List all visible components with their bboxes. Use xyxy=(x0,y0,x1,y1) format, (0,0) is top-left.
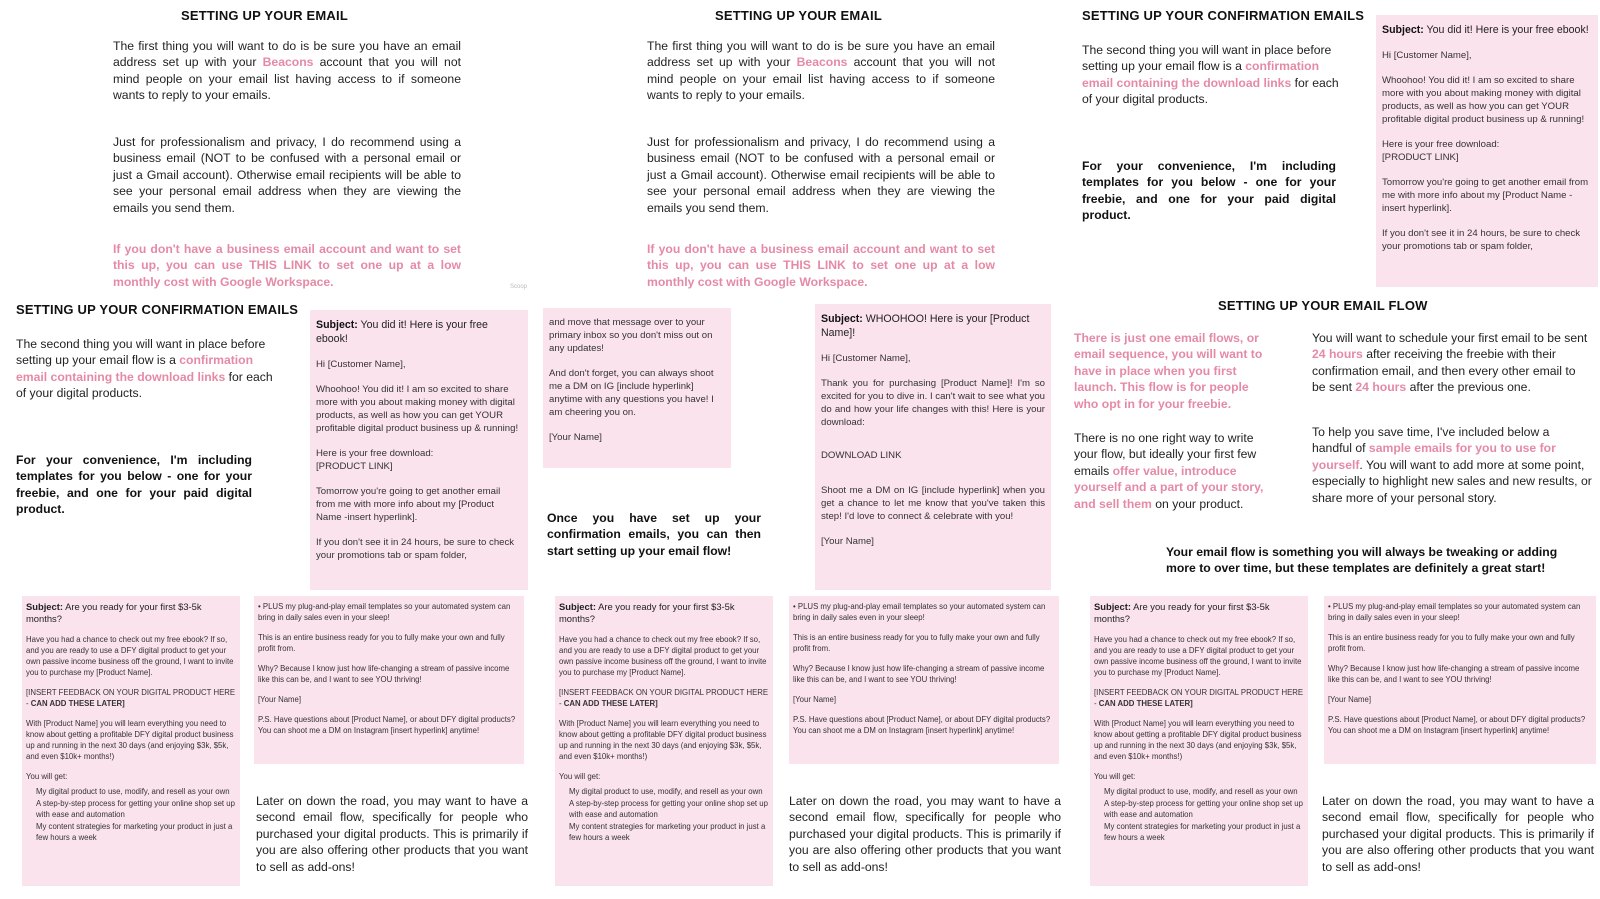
email-line: [Your Name] xyxy=(1328,695,1372,704)
section-title: SETTING UP YOUR CONFIRMATION EMAILS xyxy=(1082,8,1365,23)
email-line: • PLUS my plug-and-play email templates so your automated system can bring in daily sales even in your sleep! xyxy=(793,602,1046,622)
flow-intro-paragraph: There is no one right way to write your flow, but ideally your first few emails offer value, introduce yourself and a part of your story, and sell them on your product. xyxy=(1074,431,1264,511)
email-line: [INSERT FEEDBACK ON YOUR DIGITAL PRODUCT HERE - CAN ADD THESE LATER] xyxy=(1094,688,1304,708)
closing-note: Once you have set up your confirmation emails, you can then start setting up your email flow! xyxy=(547,511,761,558)
later-flow-paragraph: Later on down the road, you may want to have a second email flow, specifically for people who purchased your digital products. This is primarily if you are also offering other products that you want to sell as add-ons! xyxy=(1322,794,1594,874)
email-line: and move that message over to your primary inbox so you don't miss out on any updates! xyxy=(549,317,713,354)
email-subject: Subject: You did it! Here is your free ebook! xyxy=(316,319,488,345)
list-item: A step-by-step process for getting your online shop set up with ease and automation xyxy=(36,799,235,819)
paragraph-business-email: Just for professionalism and privacy, I do recommend using a business email (NOT to be confused with a personal email or just a Gmail account). Otherwise email recipients will be able to see your personal email address when they are viewing the emails you send them. xyxy=(113,135,461,215)
email-line: This is an entire business ready for you to fully make your own and fully profit from. xyxy=(793,633,1040,653)
email-line: And don't forget, you can always shoot me a DM on IG [include hyperlink] anytime with any questions you have! I am cheering you on. xyxy=(549,368,714,418)
benefit-list xyxy=(559,786,769,843)
email-line: With [Product Name] you will learn everything you need to know about getting a profitable DFY digital product business up and running in the next 30 days (and enjoying $3k, $5k, and even $10k+ months!) xyxy=(1094,719,1302,761)
email-subject: Subject: Are you ready for your first $3-5k months? xyxy=(559,601,735,624)
panel-email-flow xyxy=(1066,296,1600,588)
email-line: [Your Name] xyxy=(258,695,302,704)
sales-email-card-2 xyxy=(254,596,524,764)
beacons-link[interactable]: Beacons xyxy=(262,55,314,70)
sales-email-card-2 xyxy=(789,596,1059,764)
email-line: Have you had a chance to check out my free ebook? If so, and you are ready to use a DFY digital product to get your own passive income business off the ground, I want to invite you to purchase my [Product Name]. xyxy=(1094,635,1302,677)
email-line: You will get: xyxy=(1094,772,1136,781)
email-line: Thank you for purchasing [Product Name]! I'm so excited for you to dive in. I can't wait to see what you do and how your life changes with this! Here is your download: xyxy=(821,378,1045,428)
list-item: My content strategies for marketing your product in just a few hours a week xyxy=(569,822,766,842)
list-item: My digital product to use, modify, and resell as your own xyxy=(569,787,763,796)
section-title: SETTING UP YOUR EMAIL xyxy=(715,8,882,23)
email-line: Hi [Customer Name], xyxy=(1382,50,1472,61)
email-line: • PLUS my plug-and-play email templates so your automated system can bring in daily sales even in your sleep! xyxy=(258,602,511,622)
watermark: Scoop xyxy=(510,284,528,290)
email-line: Why? Because I know just how life-changing a stream of passive income like this can be, and I want to see YOU thriving! xyxy=(793,664,1045,684)
list-item: A step-by-step process for getting your online shop set up with ease and automation xyxy=(1104,799,1303,819)
confirmation-email-link[interactable]: confirmation email containing the download links xyxy=(1082,59,1320,90)
email-line: Tomorrow you're going to get another email from me with more info about my [Product Name -insert hyperlink]. xyxy=(1382,177,1589,214)
freebie-confirmation-card xyxy=(1376,15,1598,287)
paragraph-confirmation: The second thing you will want in place before setting up your email flow is a confirmation email containing the download links for each of your digital products. xyxy=(1082,43,1339,107)
sales-email-card xyxy=(1090,596,1308,886)
email-line: Here is your free download: [PRODUCT LINK] xyxy=(1382,139,1500,163)
email-line: Have you had a chance to check out my free ebook? If so, and you are ready to use a DFY digital product to get your own passive income business off the ground, I want to invite you to purchase my [Product Name]. xyxy=(559,635,767,677)
email-line: Have you had a chance to check out my free ebook? If so, and you are ready to use a DFY digital product to get your own passive income business off the ground, I want to invite you to purchase my [Product Name]. xyxy=(26,635,234,677)
panel-sales-email-3 xyxy=(1066,596,1600,899)
list-item: A step-by-step process for getting your online shop set up with ease and automation xyxy=(569,799,768,819)
flow-closing-note: Your email flow is something you will always be tweaking or adding more to over time, but these templates are definitely a great start! xyxy=(1166,545,1558,576)
paragraph-intro: The first thing you will want to do is be sure you have an email address set up with your Beacons account that you will not mind people on your email list having access to if someone wants to reply to your emails. xyxy=(647,39,995,103)
email-line: Hi [Customer Name], xyxy=(316,359,406,370)
later-flow-paragraph: Later on down the road, you may want to have a second email flow, specifically for people who purchased your digital products. This is primarily if you are also offering other products that you want to sell as add-ons! xyxy=(256,794,528,874)
email-line: With [Product Name] you will learn everything you need to know about getting a profitable DFY digital product business up and running in the next 30 days (and enjoying $3k, $5k, and even $10k+ months!) xyxy=(26,719,234,761)
flow-samples-paragraph: To help you save time, I've included below a handful of sample emails for you to use for yourself. You will want to add more at some point, especially to highlight new sales and new results, or share more of your personal story. xyxy=(1312,425,1592,505)
email-line: [Your Name] xyxy=(821,536,874,547)
list-item: My digital product to use, modify, and resell as your own xyxy=(1104,787,1298,796)
business-email-link-text[interactable]: If you don't have a business email account and want to set this up, you can use THIS LINK to set one up at a low monthly cost with Google Workspace. xyxy=(647,242,995,289)
email-line: Hi [Customer Name], xyxy=(821,353,911,364)
email-subject: Subject: Are you ready for your first $3-5k months? xyxy=(1094,601,1270,624)
flow-schedule-paragraph: You will want to schedule your first email to be sent 24 hours after receiving the freebie with their confirmation email, and then every other email to be sent 24 hours after the previous one. xyxy=(1312,331,1588,395)
section-title: SETTING UP YOUR CONFIRMATION EMAILS xyxy=(16,302,299,317)
sales-email-card-2 xyxy=(1324,596,1596,764)
email-line: Here is your free download: [PRODUCT LINK] xyxy=(316,448,434,472)
email-line: This is an entire business ready for you to fully make your own and fully profit from. xyxy=(1328,633,1575,653)
email-line: If you don't see it in 24 hours, be sure to check your promotions tab or spam folder, xyxy=(1382,228,1581,252)
paragraph-intro: The first thing you will want to do is be sure you have an email address set up with your Beacons account that you will not mind people on your email list having access to if someone wants to reply to your emails. xyxy=(113,39,461,103)
list-item: My digital product to use, modify, and resell as your own xyxy=(36,787,230,796)
email-line: • PLUS my plug-and-play email templates so your automated system can bring in daily sales even in your sleep! xyxy=(1328,602,1581,622)
panel-sales-email-2 xyxy=(533,596,1063,899)
sales-email-card xyxy=(22,596,240,886)
email-subject: Subject: WHOOHOO! Here is your [Product Name]! xyxy=(821,313,1030,339)
paid-confirmation-card xyxy=(815,304,1051,590)
panel-confirmation-templates xyxy=(533,296,1055,588)
panel-sales-email-1 xyxy=(0,596,530,899)
panel-email-setup-2 xyxy=(533,0,1055,296)
email-line: You will get: xyxy=(559,772,601,781)
email-line: You will get: xyxy=(26,772,68,781)
email-line: With [Product Name] you will learn everything you need to know about getting a profitable DFY digital product business up and running in the next 30 days (and enjoying $3k, $5k, and even $10k+ months!) xyxy=(559,719,767,761)
email-line: Shoot me a DM on IG [include hyperlink] when you get a chance to let me know that you've taken this step! I'd love to connect & celebrate with you! xyxy=(821,485,1045,522)
email-subject: Subject: Are you ready for your first $3-5k months? xyxy=(26,601,202,624)
business-email-link-text[interactable]: If you don't have a business email account and want to set this up, you can use THIS LINK to set one up at a low monthly cost with Google Workspace. xyxy=(113,242,461,289)
section-title: SETTING UP YOUR EMAIL FLOW xyxy=(1218,298,1428,313)
email-line: Whoohoo! You did it! I am so excited to share more with you about making money with digital products, as well as how you can get YOUR profitable digital product business up & running! xyxy=(1382,75,1585,125)
benefit-list xyxy=(1094,786,1304,843)
email-line: Tomorrow you're going to get another email from me with more info about my [Product Name -insert hyperlink]. xyxy=(316,486,501,523)
flow-intro-pink: There is just one email flows, or email sequence, you will want to have in place when you first launch. This flow is for people who opt in for your freebie. xyxy=(1074,331,1263,411)
paragraph-templates-note: For your convenience, I'm including templates for you below - one for your freebie, and one for your paid digital product. xyxy=(16,453,252,517)
email-line: [Your Name] xyxy=(549,432,602,443)
email-line: P.S. Have questions about [Product Name], or about DFY digital products? You can shoot me a DM on Instagram [insert hyperlink] anytime! xyxy=(793,715,1051,735)
email-line: This is an entire business ready for you to fully make your own and fully profit from. xyxy=(258,633,505,653)
email-line: P.S. Have questions about [Product Name], or about DFY digital products? You can shoot me a DM on Instagram [insert hyperlink] anytime! xyxy=(258,715,516,735)
paragraph-templates-note: For your convenience, I'm including templates for you below - one for your freebie, and one for your paid digital product. xyxy=(1082,159,1336,223)
freebie-confirmation-card xyxy=(310,310,528,590)
sample-emails-link[interactable]: sample emails for you to use for yourself xyxy=(1312,441,1556,472)
email-line: DOWNLOAD LINK xyxy=(821,450,902,461)
sales-email-card xyxy=(555,596,773,886)
beacons-link[interactable]: Beacons xyxy=(796,55,848,70)
email-line: [INSERT FEEDBACK ON YOUR DIGITAL PRODUCT HERE - CAN ADD THESE LATER] xyxy=(26,688,236,708)
email-line: [INSERT FEEDBACK ON YOUR DIGITAL PRODUCT HERE - CAN ADD THESE LATER] xyxy=(559,688,769,708)
panel-email-setup-1 xyxy=(0,0,528,296)
panel-confirmation-2 xyxy=(0,296,522,588)
paragraph-confirmation: The second thing you will want in place before setting up your email flow is a confirmation email containing the download links for each of your digital products. xyxy=(16,337,273,401)
panel-confirmation-1 xyxy=(1066,0,1600,296)
email-line: [Your Name] xyxy=(793,695,837,704)
freebie-continued-card xyxy=(543,308,731,468)
email-line: Why? Because I know just how life-changing a stream of passive income like this can be, and I want to see YOU thriving! xyxy=(258,664,510,684)
paragraph-business-email: Just for professionalism and privacy, I do recommend using a business email (NOT to be confused with a personal email or just a Gmail account). Otherwise email recipients will be able to see your personal email address when they are viewing the emails you send them. xyxy=(647,135,995,215)
section-title: SETTING UP YOUR EMAIL xyxy=(181,8,348,23)
email-line: Why? Because I know just how life-changing a stream of passive income like this can be, and I want to see YOU thriving! xyxy=(1328,664,1580,684)
list-item: My content strategies for marketing your product in just a few hours a week xyxy=(36,822,233,842)
benefit-list xyxy=(26,786,236,843)
email-subject: Subject: You did it! Here is your free ebook! xyxy=(1382,24,1589,36)
list-item: My content strategies for marketing your product in just a few hours a week xyxy=(1104,822,1301,842)
email-line: If you don't see it in 24 hours, be sure to check your promotions tab or spam folder, xyxy=(316,537,515,561)
later-flow-paragraph: Later on down the road, you may want to have a second email flow, specifically for people who purchased your digital products. This is primarily if you are also offering other products that you want to sell as add-ons! xyxy=(789,794,1061,874)
confirmation-email-link[interactable]: confirmation email containing the download links xyxy=(16,353,254,384)
email-line: Whoohoo! You did it! I am so excited to share more with you about making money with digital products, as well as how you can get YOUR profitable digital product business up & running! xyxy=(316,384,519,434)
email-line: P.S. Have questions about [Product Name], or about DFY digital products? You can shoot me a DM on Instagram [insert hyperlink] anytime! xyxy=(1328,715,1586,735)
